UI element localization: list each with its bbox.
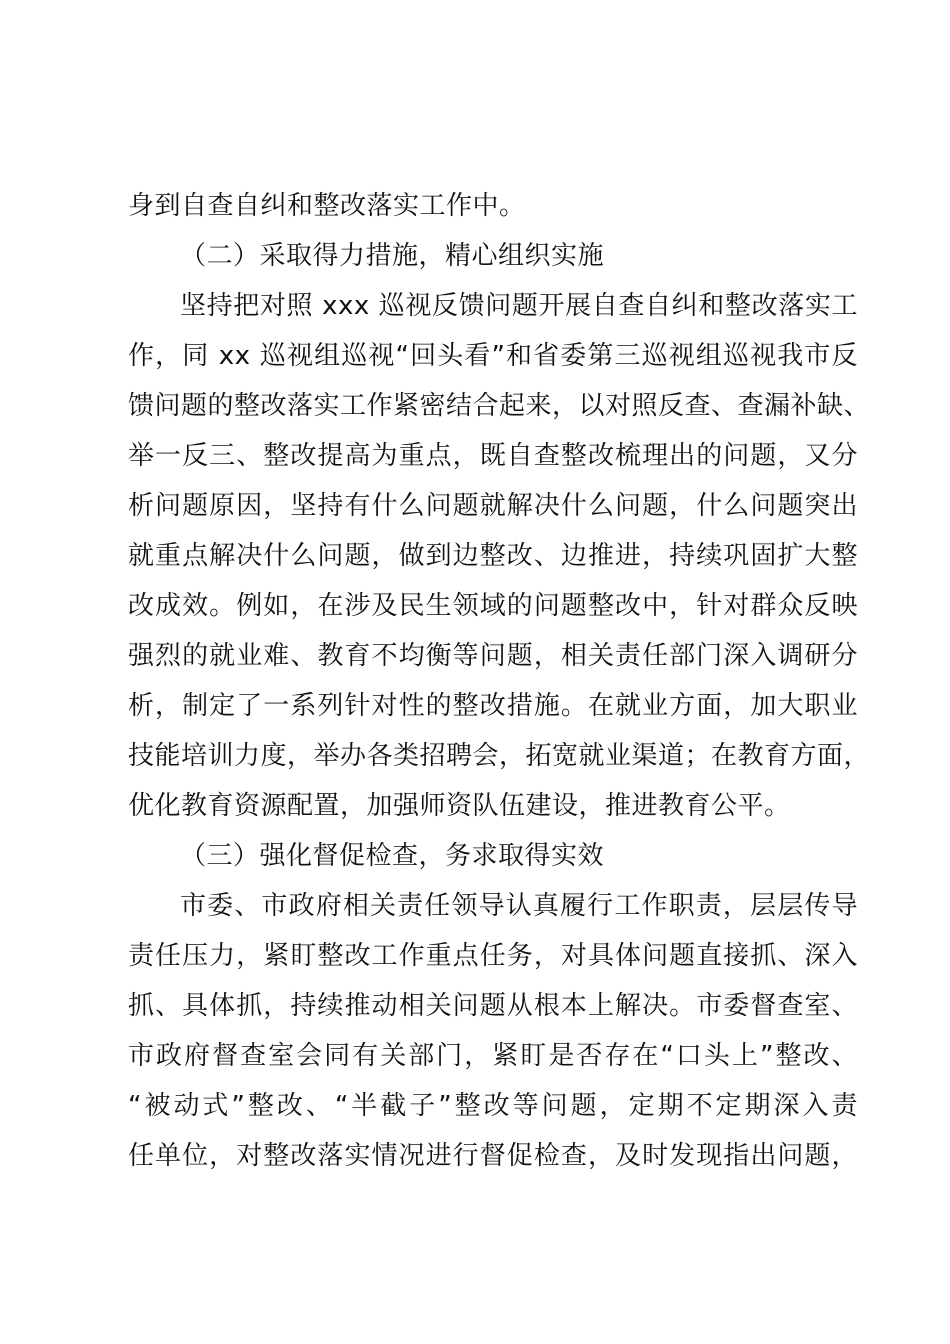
paragraph-line: 析，制定了一系列针对性的整改措施。在就业方面，加大职业 xyxy=(128,691,858,721)
section-heading: （三）强化督促检查，务求取得实效 xyxy=(180,841,605,871)
paragraph-line: 市委、市政府相关责任领导认真履行工作职责，层层传导 xyxy=(180,891,858,921)
paragraph-line: 作，同 xx 巡视组巡视“回头看”和省委第三巡视组巡视我市反 xyxy=(128,341,858,371)
paragraph-line: 析问题原因，坚持有什么问题就解决什么问题，什么问题突出 xyxy=(128,491,858,521)
section-heading: （二）采取得力措施，精心组织实施 xyxy=(180,241,605,271)
paragraph-line: 任单位，对整改落实情况进行督促检查，及时发现指出问题， xyxy=(128,1141,858,1171)
paragraph-line: 身到自查自纠和整改落实工作中。 xyxy=(128,191,526,221)
paragraph-line: “被动式”整改、“半截子”整改等问题，定期不定期深入责 xyxy=(128,1091,858,1121)
paragraph-line: 优化教育资源配置，加强师资队伍建设，推进教育公平。 xyxy=(128,791,791,821)
paragraph-line: 责任压力，紧盯整改工作重点任务，对具体问题直接抓、深入 xyxy=(128,941,858,971)
paragraph-line: 坚持把对照 xxx 巡视反馈问题开展自查自纠和整改落实工 xyxy=(180,291,858,321)
paragraph-line: 馈问题的整改落实工作紧密结合起来，以对照反查、查漏补缺、 xyxy=(128,391,871,421)
paragraph-line: 技能培训力度，举办各类招聘会，拓宽就业渠道；在教育方面， xyxy=(128,741,871,771)
paragraph-line: 市政府督查室会同有关部门，紧盯是否存在“口头上”整改、 xyxy=(128,1041,858,1071)
paragraph-line: 举一反三、整改提高为重点，既自查整改梳理出的问题，又分 xyxy=(128,441,858,471)
paragraph-line: 强烈的就业难、教育不均衡等问题，相关责任部门深入调研分 xyxy=(128,641,858,671)
paragraph-line: 抓、具体抓，持续推动相关问题从根本上解决。市委督查室、 xyxy=(128,991,858,1021)
paragraph-line: 改成效。例如，在涉及民生领域的问题整改中，针对群众反映 xyxy=(128,591,858,621)
paragraph-line: 就重点解决什么问题，做到边整改、边推进，持续巩固扩大整 xyxy=(128,541,858,571)
